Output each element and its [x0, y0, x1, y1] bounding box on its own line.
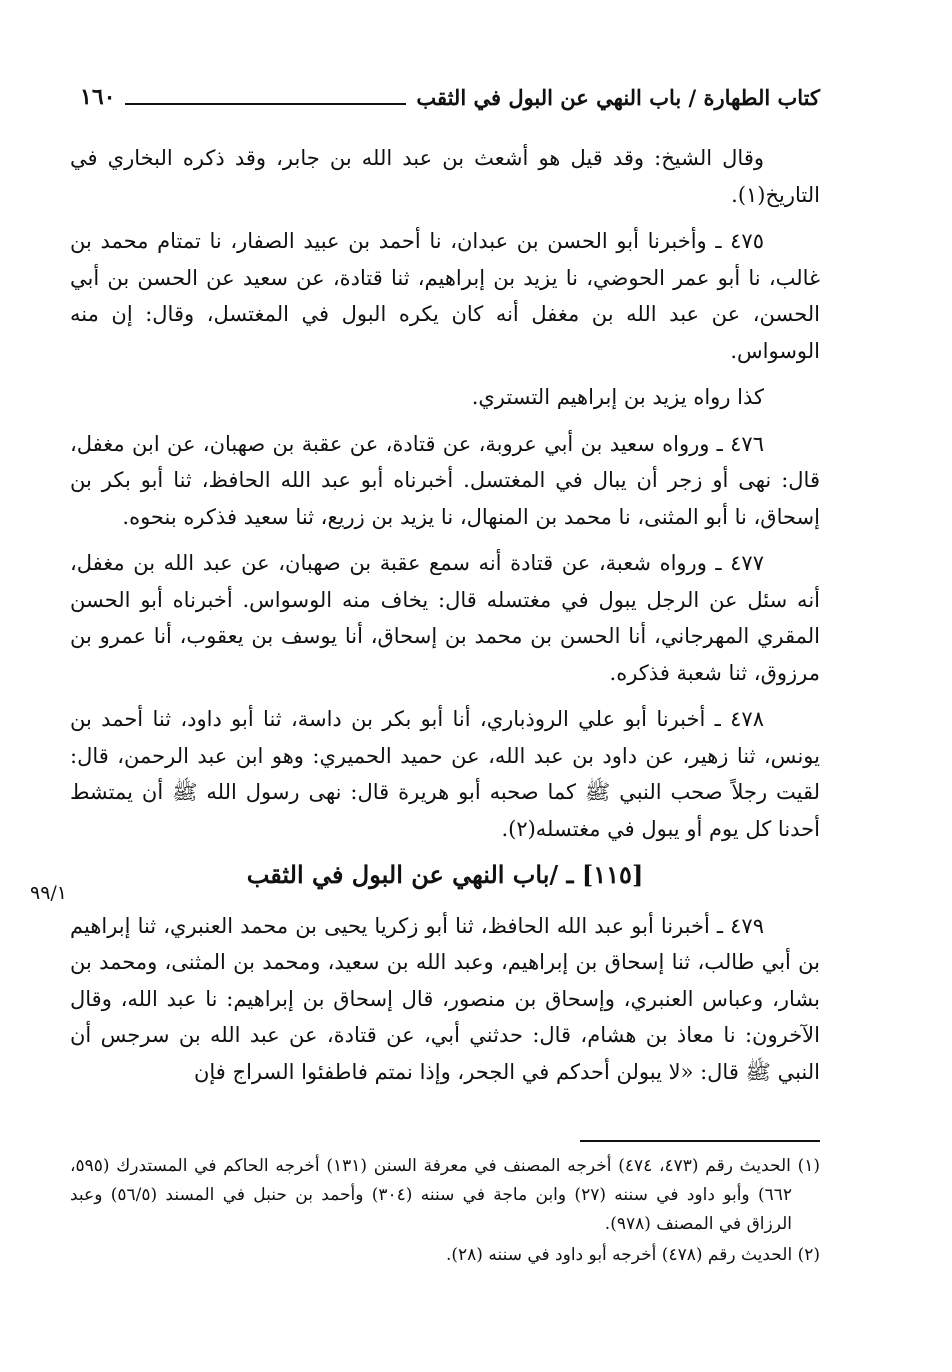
running-title: كتاب الطهارة / باب النهي عن البول في الثقب [416, 84, 820, 110]
header-rule [125, 89, 406, 105]
footnote: (١) الحديث رقم (٤٧٣، ٤٧٤) أخرجه المصنف في معرفة السنن (١٣١) أخرجه الحاكم في المستدرك (٥٩٥، ٦٦٢) وأبو داود في سننه (٢٧) وابن ماجة في سننه (٣٠٤) وأحمد بن حنبل في المسند (٥٦/٥) وعبد الرزاق في المصنف (٩٧٨). [70, 1156, 821, 1234]
section-heading: [١١٥] ـ /باب النهي عن البول في الثقب [246, 860, 644, 889]
margin-folio-note: ٩٩/١ [30, 882, 68, 904]
paragraph: ٤٧٩ ـ أخبرنا أبو عبد الله الحافظ، ثنا أبو زكريا يحيى بن محمد العنبري، ثنا إبراهيم بن أبي طالب، ثنا إسحاق بن إبراهيم، وعبد الله بن سعيد، ومحمد بن المثنى، ومحمد بن بشار، وعباس العنبري، وإسحاق بن منصور، قال إسحاق بن إبراهيم: نا عبد الله، وقال الآخرون: نا معاذ بن هشام، قال: حدثني أبي، عن قتادة، عن عبد الله بن سرجس أن النبي ﷺ قال: «لا يبولن أحدكم في الجحر، وإذا نمتم فاطفئوا السراج فإن [70, 913, 820, 1084]
footnotes [70, 1152, 820, 1272]
page-number: ١٦٠ [80, 84, 116, 110]
paragraph: ٤٧٧ ـ ورواه شعبة، عن قتادة أنه سمع عقبة بن صهبان، عن عبد الله بن مغفل، أنه سئل عن الرجل يبول في مغتسله قال: يخاف منه الوسواس. أخبرناه أبو الحسن المقري المهرجاني، أنا الحسن بن محمد بن إسحاق، أنا يوسف بن يعقوب، أنا عمرو بن مرزوق، ثنا شعبة فذكره. [70, 551, 820, 685]
paragraph: ٤٧٦ ـ ورواه سعيد بن أبي عروبة، عن قتادة، عن عقبة بن صهبان، عن ابن مغفل، قال: نهى أو زجر أن يبال في المغتسل. أخبرناه أبو عبد الله الحافظ، ثنا أبو بكر بن إسحاق، نا أبو المثنى، نا محمد بن المنهال، نا يزيد بن زريع، ثنا سعيد فذكره بنحوه. [70, 431, 820, 529]
paragraph: ٤٧٥ ـ وأخبرنا أبو الحسن بن عبدان، نا أحمد بن عبيد الصفار، نا تمتام محمد بن غالب، نا أبو عمر الحوضي، نا يزيد بن إبراهيم، ثنا قتادة، عن سعيد عن الحسن بن أبي الحسن، عن عبد الله بن مغفل أنه كان يكره البول في المغتسل، وقال: إن منه الوسواس. [70, 229, 820, 363]
paragraph: كذا رواه يزيد بن إبراهيم التستري. [471, 385, 764, 409]
running-header [70, 82, 820, 112]
footnote: (٢) الحديث رقم (٤٧٨) أخرجه أبو داود في سننه (٢٨). [445, 1245, 820, 1265]
paragraph: وقال الشيخ: وقد قيل هو أشعث بن عبد الله بن جابر، وقد ذكره البخاري في التاريخ(١). [70, 146, 820, 207]
paragraph: ٤٧٨ ـ أخبرنا أبو علي الروذباري، أنا أبو بكر بن داسة، ثنا أبو داود، ثنا أحمد بن يونس، ثنا زهير، عن داود بن عبد الله، عن حميد الحميري: وهو ابن عبد الرحمن، قال: لقيت رجلاً صحب النبي ﷺ كما صحبه أبو هريرة قال: نهى رسول الله ﷺ أن يمتشط أحدنا كل يوم أو يبول في مغتسله(٢). [70, 707, 820, 841]
main-text [70, 140, 820, 1100]
footnote-separator [580, 1140, 820, 1142]
